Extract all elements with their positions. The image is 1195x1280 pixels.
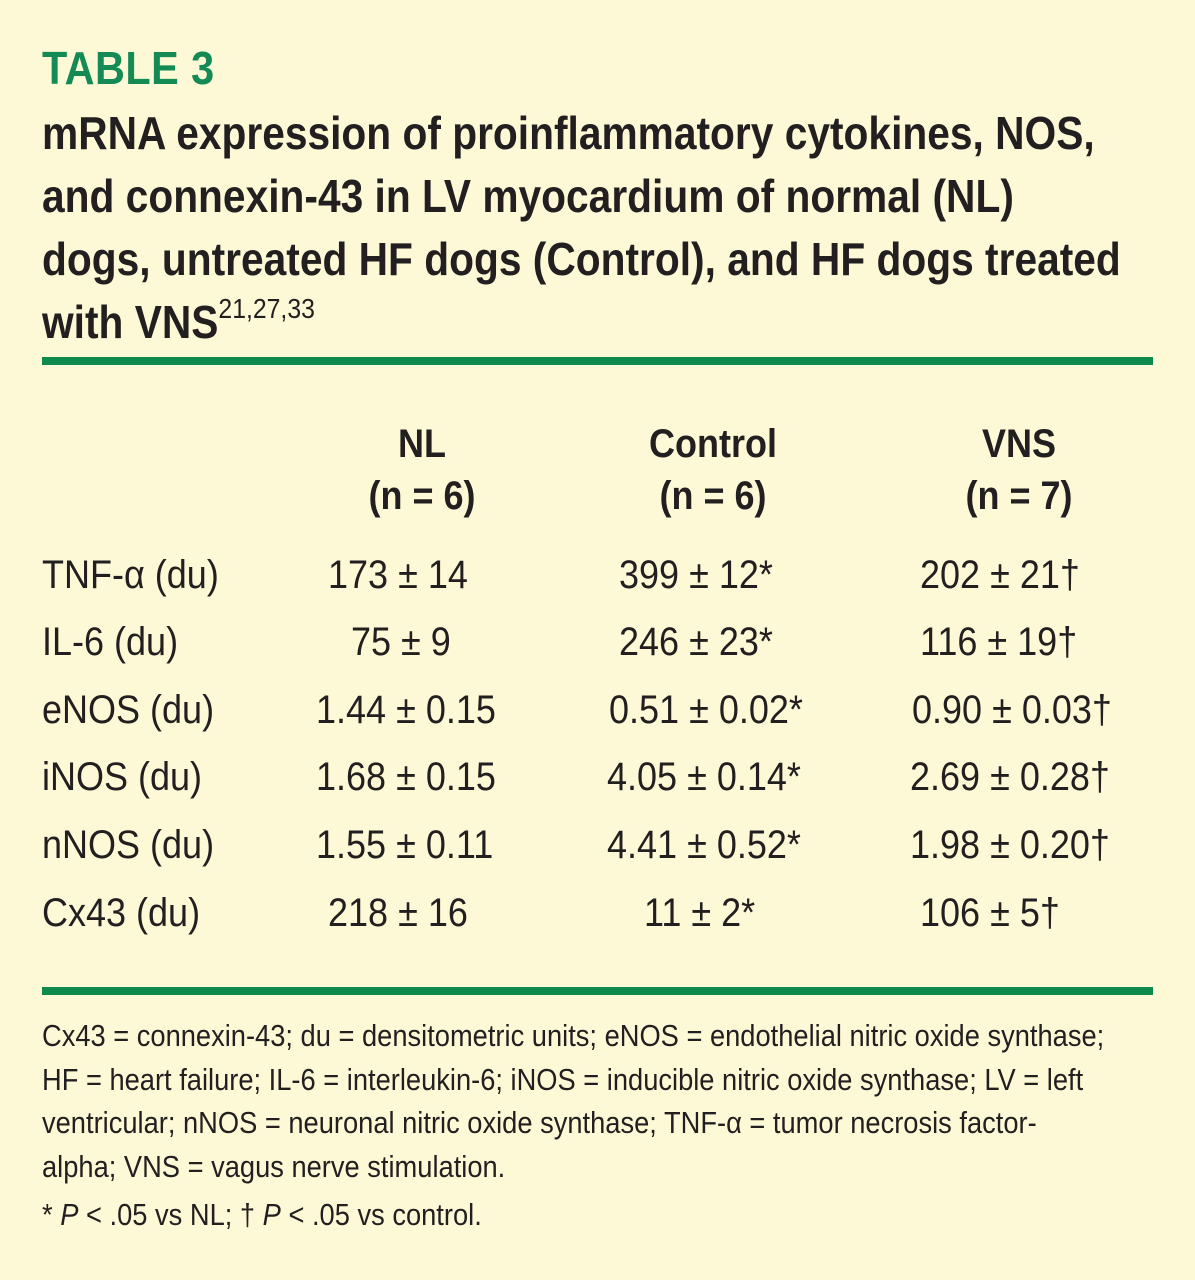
column-name: VNS <box>981 422 1057 466</box>
table-row <box>0 817 1195 873</box>
table-row <box>0 614 1195 670</box>
p-symbol: P <box>60 1197 79 1232</box>
cell-nl: 1.44 ± 0.15 <box>316 688 496 732</box>
significance-text: < .05 vs NL; † <box>78 1197 263 1232</box>
row-label: nNOS (du) <box>42 823 215 867</box>
table-title-text: mRNA expression of proinflammatory cytokines, NOS, and connexin-43 in LV myocardium of normal (NL) dogs, untreated HF dogs (Control), and HF dogs treated with VNS <box>42 107 1121 348</box>
p-symbol: P <box>262 1197 281 1232</box>
table-number: TABLE 3 <box>42 42 215 94</box>
table-title <box>42 102 1131 354</box>
table-row <box>0 682 1195 738</box>
column-header-control <box>578 418 848 522</box>
cell-vns: 0.90 ± 0.03† <box>912 688 1112 732</box>
cell-control: 399 ± 12* <box>619 553 773 597</box>
cell-nl: 1.55 ± 0.11 <box>316 823 494 867</box>
row-label: Cx43 (du) <box>42 891 201 935</box>
column-n: (n = 6) <box>659 474 767 518</box>
significance-footnote <box>42 1195 482 1235</box>
cell-control: 4.05 ± 0.14* <box>607 755 801 799</box>
cell-vns: 106 ± 5† <box>920 891 1060 935</box>
column-n: (n = 6) <box>368 474 476 518</box>
cell-nl: 75 ± 9 <box>351 620 451 664</box>
table-row <box>0 749 1195 805</box>
column-name: NL <box>397 422 446 466</box>
cell-control: 4.41 ± 0.52* <box>607 823 801 867</box>
asterisk-symbol: * <box>42 1197 53 1232</box>
cell-nl: 218 ± 16 <box>328 891 468 935</box>
row-label: iNOS (du) <box>42 755 203 799</box>
abbreviations-footnote: Cx43 = connexin-43; du = densitometric units; eNOS = endothelial nitric oxide synthase; HF = heart failure; IL-6 = interleukin-6; iNOS = inducible nitric oxide synthase; LV = left ventricular; nNOS = neuronal nitric oxide synthase; TNF-α = tumor necrosis factor-alpha; VNS = vagus nerve stimulation. <box>42 1018 1105 1184</box>
row-label: eNOS (du) <box>42 688 215 732</box>
table-row <box>0 885 1195 941</box>
row-label: IL-6 (du) <box>42 620 179 664</box>
cell-control: 11 ± 2* <box>644 891 756 935</box>
title-references: 21,27,33 <box>218 293 315 324</box>
column-name: Control <box>649 422 777 466</box>
table-row <box>0 547 1195 603</box>
bottom-rule <box>42 987 1153 995</box>
cell-vns: 1.98 ± 0.20† <box>910 823 1110 867</box>
cell-nl: 1.68 ± 0.15 <box>316 755 496 799</box>
row-label: TNF-α (du) <box>42 553 219 597</box>
cell-control: 246 ± 23* <box>619 620 773 664</box>
cell-vns: 2.69 ± 0.28† <box>910 755 1110 799</box>
cell-control: 0.51 ± 0.02* <box>609 688 803 732</box>
column-header-nl <box>287 418 557 522</box>
cell-nl: 173 ± 14 <box>328 553 468 597</box>
top-rule <box>42 357 1153 365</box>
column-header-vns <box>884 418 1154 522</box>
cell-vns: 202 ± 21† <box>920 553 1080 597</box>
significance-text: < .05 vs control. <box>280 1197 482 1232</box>
column-n: (n = 7) <box>965 474 1073 518</box>
cell-vns: 116 ± 19† <box>920 620 1078 664</box>
